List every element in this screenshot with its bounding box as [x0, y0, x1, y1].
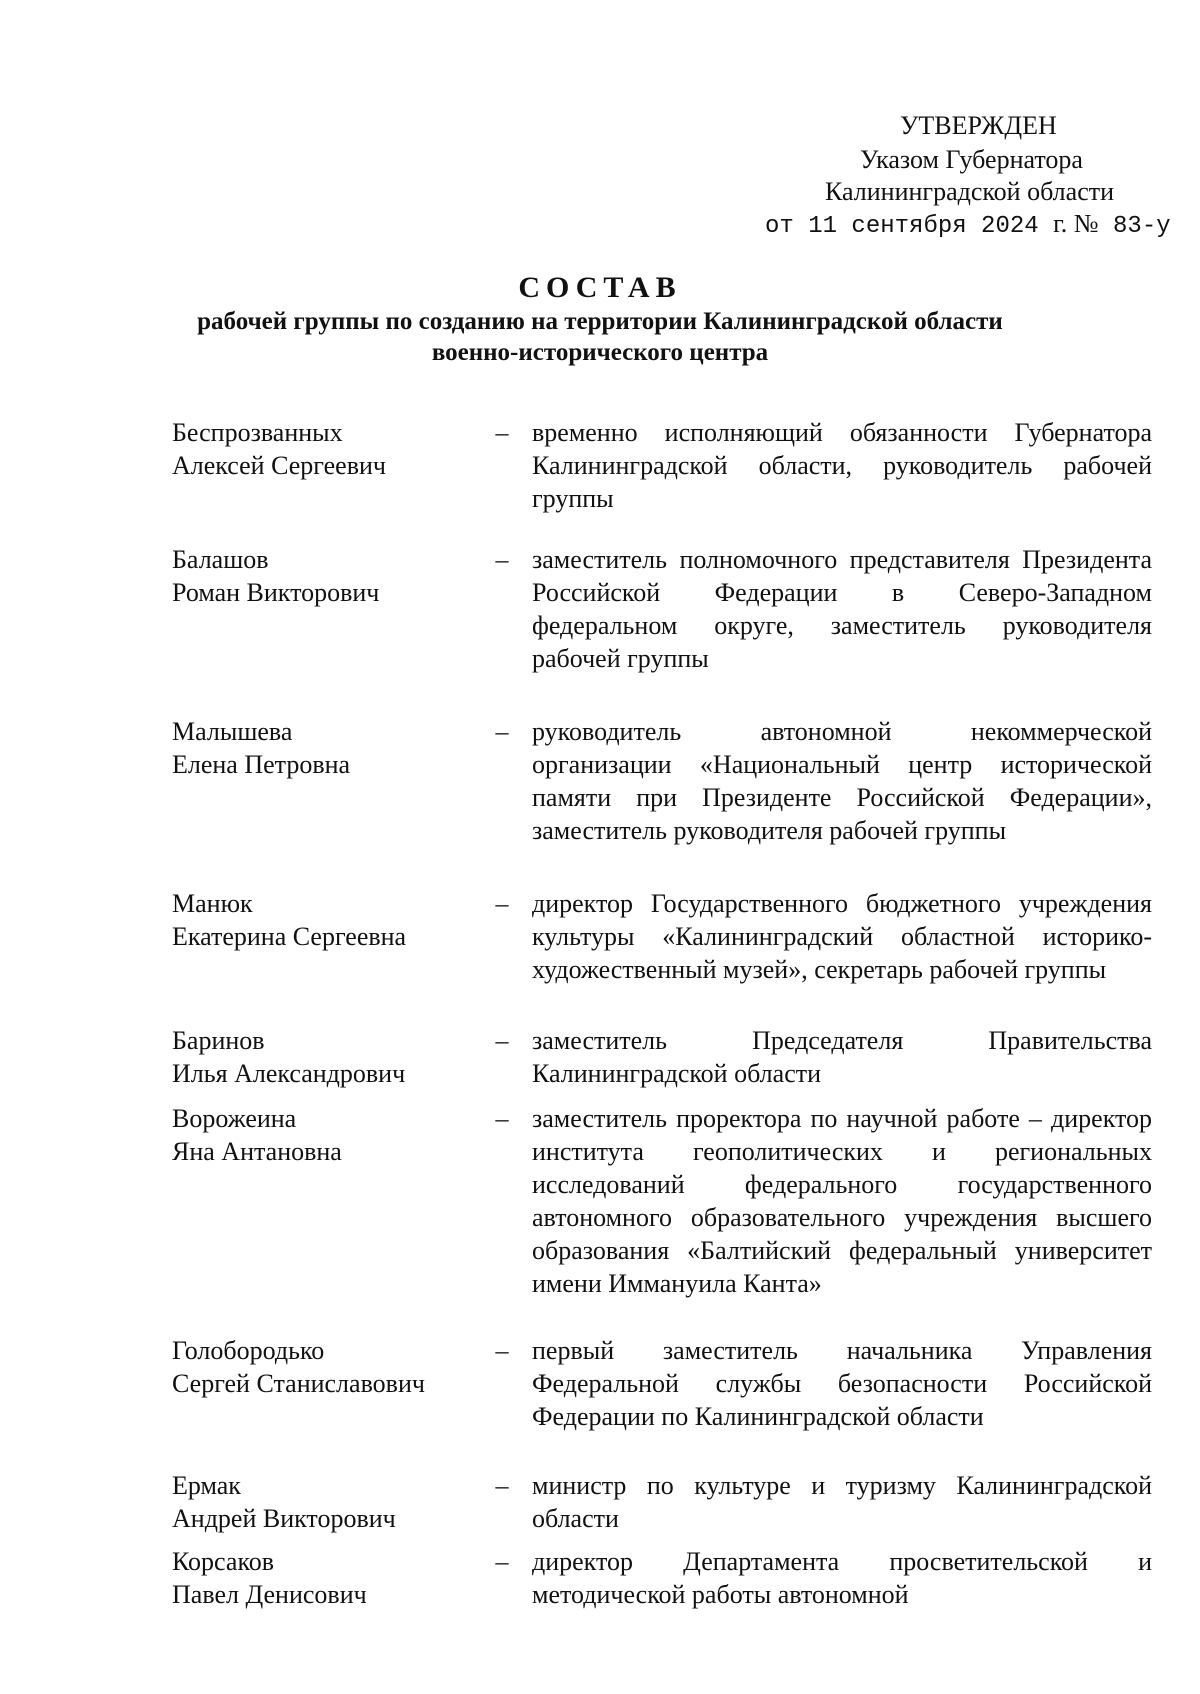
member-role: руководитель автономной некоммерческой организации «Национальный центр исторической памяти при Президенте Российской Федерации», заместитель руководителя рабочей группы: [532, 717, 1152, 845]
member-dash: –: [495, 1104, 509, 1133]
member-name: Беспрозванных Алексей Сергеевич: [172, 418, 386, 480]
member-name: Ворожеина Яна Антановна: [172, 1104, 342, 1166]
member-dash: –: [495, 717, 509, 746]
member-name: Баринов Илья Александрович: [172, 1026, 406, 1088]
member-dash: –: [495, 889, 509, 918]
member-role: заместитель полномочного представителя Президента Российской Федерации в Северо-Западном федеральном округе, заместитель руководителя рабочей группы: [532, 545, 1152, 673]
member-name: Корсаков Павел Денисович: [172, 1547, 367, 1609]
decree-number: 83-у: [1113, 213, 1171, 240]
member-row: [172, 1334, 1152, 1433]
member-dash: –: [495, 1026, 509, 1055]
member-row: [172, 1024, 1152, 1090]
member-dash: –: [495, 545, 509, 574]
title-subtitle-line1: рабочей группы по созданию на территории Калининградской области: [197, 308, 1003, 335]
member-name: Манюк Екатерина Сергеевна: [172, 889, 407, 951]
member-row: [172, 1102, 1152, 1300]
member-role: министр по культуре и туризму Калининградской области: [532, 1471, 1152, 1533]
member-name: Малышева Елена Петровна: [172, 717, 351, 779]
member-row: [172, 1545, 1152, 1611]
member-role: заместитель Председателя Правительства Калининградской области: [532, 1026, 1152, 1088]
approved-label: УТВЕРЖДЕН: [900, 111, 1057, 140]
member-name: Голобородько Сергей Станиславович: [172, 1336, 425, 1398]
member-dash: –: [495, 1336, 509, 1365]
member-role: директор Департамента просветительской и методической работы автономной: [532, 1547, 1152, 1609]
member-row: [172, 715, 1152, 847]
member-role: директор Государственного бюджетного учреждения культуры «Калининградский областной историко-художественный музей», секретарь рабочей группы: [532, 889, 1152, 984]
member-row: [172, 1469, 1152, 1535]
document-title: [0, 270, 1200, 368]
date-prefix: от: [765, 213, 794, 240]
member-dash: –: [495, 1547, 509, 1576]
year-number-label: г. №: [1053, 209, 1099, 238]
member-dash: –: [495, 418, 509, 447]
member-dash: –: [495, 1471, 509, 1500]
title-heading: СОСТАВ: [518, 271, 682, 304]
decree-date-line: [765, 208, 1171, 243]
member-name: Ермак Андрей Викторович: [172, 1471, 396, 1533]
decree-label: Указом Губернатора: [860, 145, 1083, 174]
member-name: Балашов Роман Викторович: [172, 545, 380, 607]
members-list: [172, 416, 1152, 1611]
member-role: заместитель проректора по научной работе – директор института геополитических и региональных исследований федерального государственного автономного образовательного учреждения высшего образования «Балтийский федеральный университет имени Иммануила Канта»: [532, 1104, 1152, 1298]
title-subtitle-line2: военно-исторического центра: [431, 339, 769, 366]
member-row: [172, 416, 1152, 515]
member-row: [172, 543, 1152, 675]
decree-date: 11 сентября 2024: [808, 213, 1039, 240]
region-label: Калининградской области: [825, 177, 1115, 206]
member-role: временно исполняющий обязанности Губернатора Калининградской области, руководитель рабочей группы: [532, 418, 1152, 513]
member-role: первый заместитель начальника Управления Федеральной службы безопасности Российской Федерации по Калининградской области: [532, 1336, 1152, 1431]
member-row: [172, 887, 1152, 986]
